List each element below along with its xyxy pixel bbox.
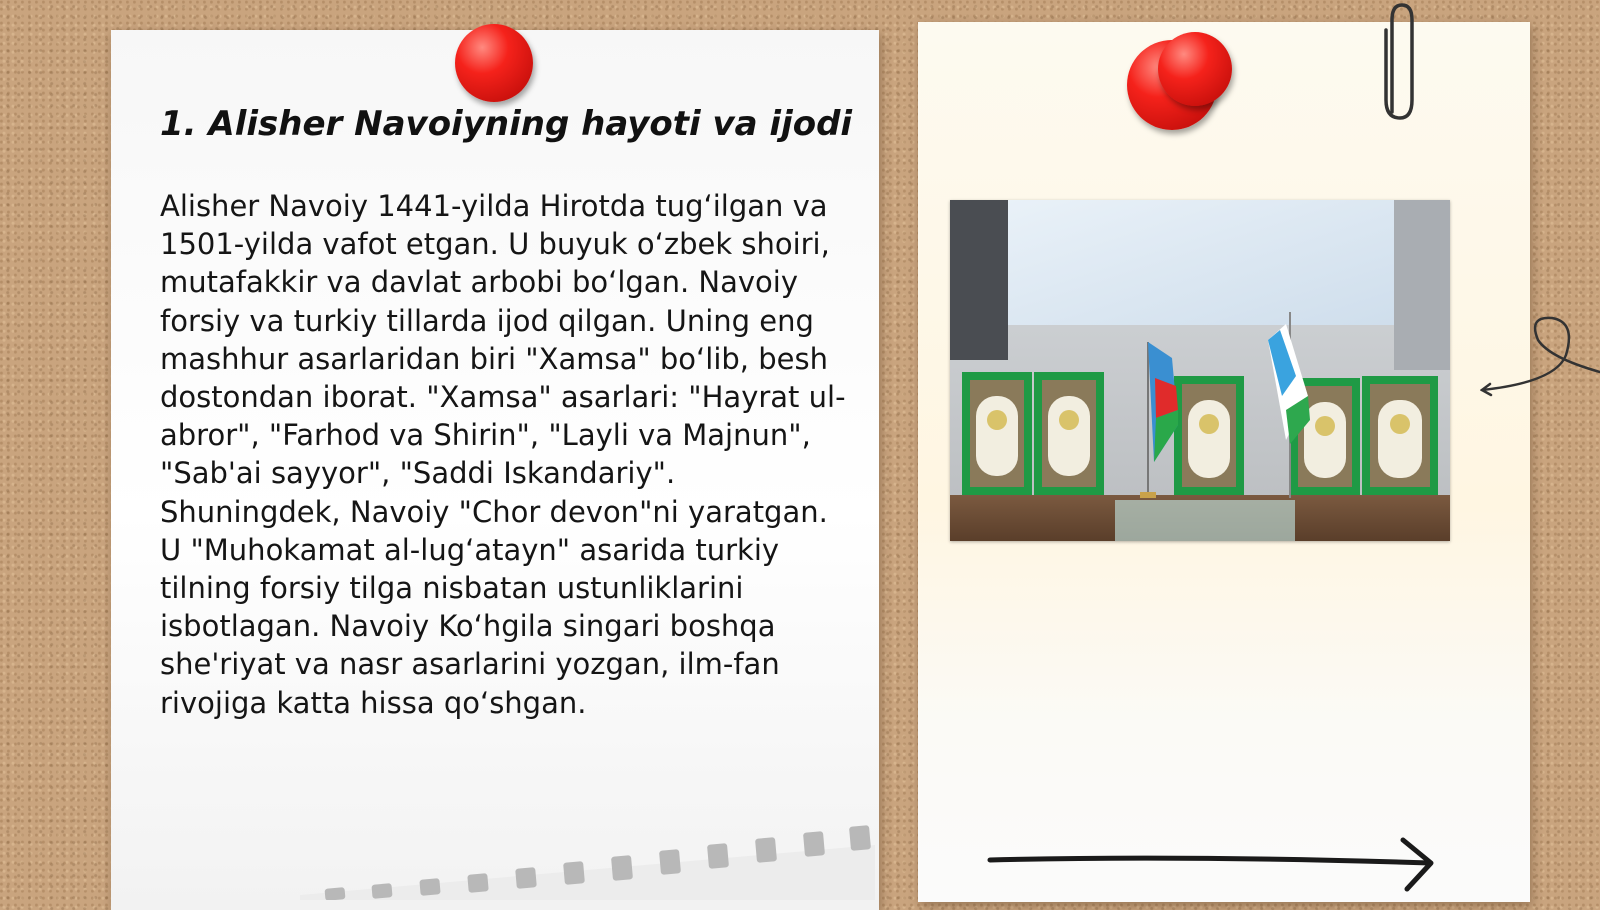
push-pin-icon [1158,32,1232,106]
paperclip-icon [1380,0,1420,125]
arrow-right-icon[interactable] [985,835,1445,895]
page-title: 1. Alisher Navoiyning hayoti va ijodi [160,104,853,144]
photo-navoiy-books [950,200,1450,541]
body-paragraph: Alisher Navoiy 1441-yilda Hirotda tug‘ilgan va 1501-yilda vafot etgan. U buyuk o‘zbek shoiri, mutafakkir va davlat arbobi bo‘lgan. Navoiy forsiy va turkiy tillarda ijod qilgan. Uning eng mashhur asarlaridan biri "Xamsa" bo‘lib, besh dostondan iborat. "Xamsa" asarlari: "Hayrat ul-abror", "Farhod va Shirin", "Layli va Majnun", "Sab'ai sayyor", "Saddi Iskandariy". Shuningdek, Navoiy "Chor devon"ni yaratgan. U "Muhokamat al-lug‘atayn" asarida turkiy tilning forsiy tilga nisbatan ustunliklarini isbotlagan. Navoiy Ko‘hgila singari boshqa she'riyat va nasr asarlarini yozgan, ilm-fan rivojiga katta hissa qo‘shgan. [160,189,846,720]
torn-perforation [300,800,880,900]
push-pin-icon [455,24,533,102]
scribble-arrow-doodle [1480,310,1600,410]
